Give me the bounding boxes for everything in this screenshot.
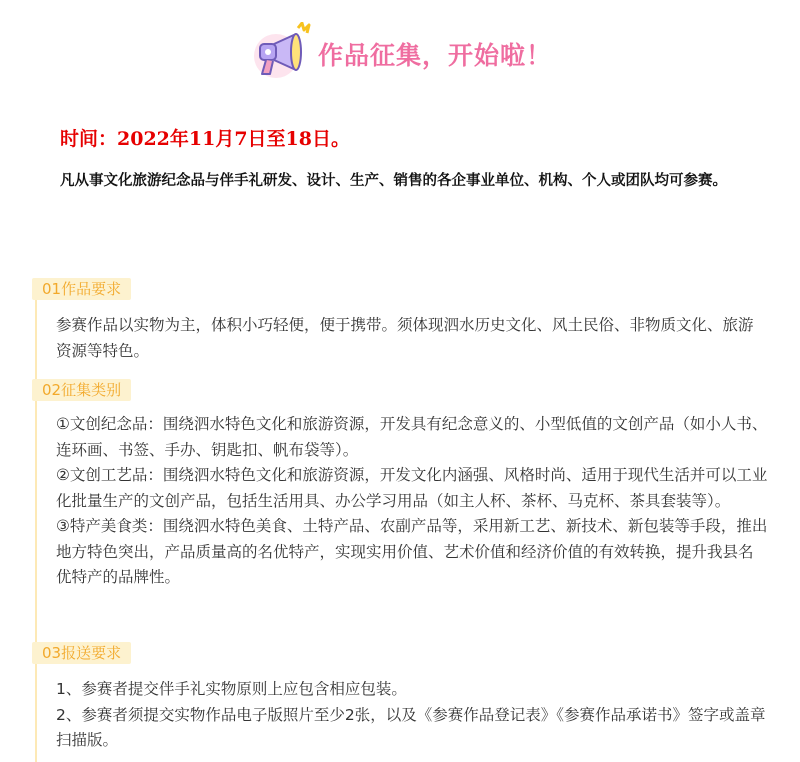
section-body-requirements [56, 313, 768, 364]
paragraph: 2、参赛者须提交实物作品电子版照片至少2张，以及《参赛作品登记表》《参赛作品承诺书》签字或盖章扫描版。 [56, 705, 766, 749]
paragraph: 1、参赛者提交伴手礼实物原则上应包含相应包装。 [56, 680, 407, 698]
section-heading-categories: 02征集类别 [32, 379, 131, 401]
page-title: 作品征集，开始啦！ [318, 41, 553, 70]
paragraph: ③特产美食类：围绕泗水特色美食、土特产品、农副产品等，采用新工艺、新技术、新包装等手段，推出地方特色突出，产品质量高的名优特产，实现实用价值、艺术价值和经济价值的有效转换，提升我县名优特产的品牌性。 [56, 517, 768, 586]
eligibility-text: 凡从事文化旅游纪念品与伴手礼研发、设计、生产、销售的各企事业单位、机构、个人或团队均可参赛。 [60, 173, 727, 189]
timeline-line [35, 296, 37, 762]
paragraph: ①文创纪念品：围绕泗水特色文化和旅游资源，开发具有纪念意义的、小型低值的文创产品（如小人书、连环画、书签、手办、钥匙扣、帆布袋等）。 [56, 415, 768, 459]
section-heading-requirements: 01作品要求 [32, 278, 131, 300]
paragraph: ②文创工艺品：围绕泗水特色文化和旅游资源，开发文化内涵强、风格时尚、适用于现代生活并可以工业化批量生产的文创产品，包括生活用具、办公学习用品（如主人杯、茶杯、马克杯、茶具套装等）。 [56, 466, 768, 510]
header-banner [0, 22, 800, 82]
section-body-categories [56, 412, 768, 591]
event-time: 时间：2022年11月7日至18日。 [60, 128, 350, 150]
section-body-submission [56, 677, 768, 754]
paragraph: 参赛作品以实物为主，体积小巧轻便，便于携带。须体现泗水历史文化、风土民俗、非物质文化、旅游资源等特色。 [56, 316, 754, 360]
section-heading-submission: 03报送要求 [32, 642, 131, 664]
megaphone-icon [246, 22, 318, 82]
